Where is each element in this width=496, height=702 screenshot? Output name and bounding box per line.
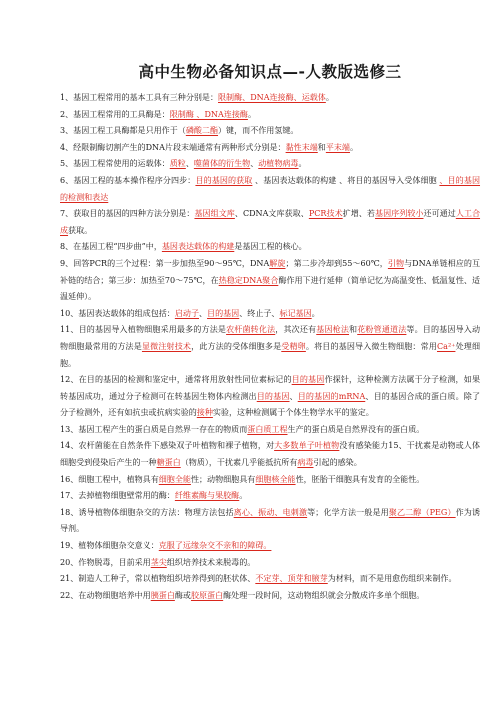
answer-highlight: 细胞核全能 xyxy=(255,474,296,484)
item-text: 10、基因表达载体的组成包括： xyxy=(60,308,175,318)
item-text: 。 xyxy=(239,491,248,501)
item-text: 组织培养技术来脱毒的。 xyxy=(166,557,256,567)
item-text: 12、在目的基因的检测和鉴定中，通常将用放射性同位素标记的 xyxy=(60,375,292,385)
answer-highlight: 目的基因的获取 xyxy=(195,175,253,185)
answer-highlight: 引物 xyxy=(387,258,405,268)
item-text: 17、去掉植物细胞壁常用的酶： xyxy=(60,491,175,501)
item-text: 18、诱导植物体细胞杂交的方法：物理方法包括 xyxy=(60,507,234,517)
answer-highlight: 大多数单子叶植物 xyxy=(274,441,340,451)
knowledge-point-item xyxy=(60,306,480,323)
item-text: 5、基因工程常使用的运载体： xyxy=(60,159,170,169)
item-text: 、 xyxy=(289,391,298,401)
item-text: 、CDNA文库获取、 xyxy=(234,209,309,219)
item-text: 是基因工程的核心。 xyxy=(234,242,307,252)
item-text: 。 xyxy=(311,308,320,318)
answer-highlight: 糖蛋白 xyxy=(156,458,181,468)
item-text: 、 xyxy=(199,308,208,318)
answer-highlight: 基因枪法 xyxy=(316,325,350,335)
item-text: 作为诱导剂。 xyxy=(60,507,481,534)
knowledge-point-item xyxy=(60,488,480,505)
answer-highlight: 人工合成 xyxy=(60,209,481,235)
item-text: 、 xyxy=(185,159,194,169)
item-text: 14、农杆菌能在自然条件下感染双子叶植物和裸子植物，对 xyxy=(60,441,275,451)
item-text: 与DNA单链相应的互补链的结合；第三步：加热至70～75℃，在 xyxy=(60,258,481,285)
knowledge-point-item xyxy=(60,256,480,306)
item-text: 7、获取目的基因的四种方法分别是： xyxy=(60,209,195,219)
item-text: 实验，这种检测属于个体生物学水平的鉴定。 xyxy=(212,408,374,418)
knowledge-point-item xyxy=(60,438,480,471)
item-text: 。将目的基因导入微生物细胞：常用 xyxy=(305,341,437,351)
item-text: 。 xyxy=(349,142,359,152)
item-text: ）键，而不作用氢键。 xyxy=(218,126,299,136)
item-text: 。 xyxy=(247,109,256,119)
item-text: 处理细胞。 xyxy=(60,341,481,368)
item-text: ，其次还有 xyxy=(275,325,317,335)
answer-highlight: 接种 xyxy=(196,408,213,418)
answer-highlight: 热稳定DNA聚合 xyxy=(218,275,279,285)
item-text: 2、基因工程常用的工具酶是： xyxy=(60,109,170,119)
item-text: 4、经限制酶切割产生的DNA片段末端通常有两种形式分别是： xyxy=(60,142,286,152)
knowledge-point-item xyxy=(60,422,480,439)
answer-highlight: 纤维素酶与果胶酶 xyxy=(174,491,240,501)
answer-highlight: 蛋白质工程 xyxy=(247,424,288,434)
answer-highlight: 、目的基因的检测和表达 xyxy=(60,175,481,202)
answer-highlight: 受精卵 xyxy=(281,341,306,351)
item-text: 、目的基因合成的蛋白质。除了分子检测外，还有如抗虫或抗病实验的 xyxy=(60,391,481,418)
item-text: ，此方法的受体细胞多是 xyxy=(191,341,282,351)
item-text: 还可通过 xyxy=(423,209,456,219)
item-text: 等。目的基因导入动物细胞最常用的方法是 xyxy=(60,325,481,351)
answer-highlight: 目的基因 xyxy=(291,375,325,385)
answer-highlight: Ca²⁺ xyxy=(437,341,456,351)
item-text: 酶作用下进行延伸（简单记忆为高温变性、低温复性、适温延伸）。 xyxy=(60,275,480,302)
answer-highlight: 胶原蛋白 xyxy=(190,590,224,600)
item-text: （物质），干扰素几乎能抵抗所有 xyxy=(180,458,298,468)
item-text: 1、基因工程常用的基本工具有三种分别是： xyxy=(60,93,219,102)
item-text: 19、植物体细胞杂交意义： xyxy=(60,541,159,551)
answer-highlight: 启动子 xyxy=(174,308,199,318)
answer-highlight: 动植物病毒 xyxy=(258,159,299,169)
item-text: ；第二步冷却到55～60℃， xyxy=(285,258,388,268)
answer-highlight: 显微注射技术 xyxy=(141,341,192,351)
answer-highlight: 细胞全能 xyxy=(158,474,191,484)
item-text: 3、基因工程工具酶都是只用作于（ xyxy=(60,126,186,136)
knowledge-point-item xyxy=(60,123,480,140)
item-text: 等；化学方法一般是用 xyxy=(307,507,389,517)
answer-highlight: 基因表达载体的构建 xyxy=(161,242,235,252)
item-text: 和 xyxy=(349,325,358,335)
answer-highlight: 目的基因的mRNA xyxy=(297,391,366,401)
answer-highlight: 茎尖 xyxy=(150,557,167,567)
item-text: 引起的感染。 xyxy=(313,458,362,468)
item-text: 作探针，这种检测方法属于分子检测，如果转基因成功，通过分子检测可在转基因生物体内检测出 xyxy=(60,375,480,401)
item-text: 。 xyxy=(325,93,334,102)
answer-highlight: 磷酸二酯 xyxy=(185,126,219,136)
knowledge-point-item xyxy=(60,140,480,157)
item-text: 扩增、若 xyxy=(342,209,375,219)
item-text: 9、回答PCR的三个过程：第一步加热至90～95℃，DNA xyxy=(60,258,270,268)
item-text: 16、细胞工程中，植物具有 xyxy=(60,474,159,484)
item-text: 酶处理一段时间，这动物组织就会分散成许多单个细胞。 xyxy=(223,590,425,600)
item-text: 为材料，而不是用愈伤组织来制作。 xyxy=(327,574,457,584)
answer-highlight: PCR技术 xyxy=(308,209,343,219)
knowledge-point-item xyxy=(60,372,480,422)
knowledge-point-item xyxy=(60,239,480,256)
answer-highlight: 基因组文库 xyxy=(194,209,235,219)
item-text: 20、作物脱毒，目前采用 xyxy=(60,557,151,567)
knowledge-point-list xyxy=(60,90,480,604)
item-text: 获取。 xyxy=(68,225,93,235)
answer-highlight: 标记基因 xyxy=(279,308,312,318)
answer-highlight: 解旋 xyxy=(269,258,286,268)
knowledge-point-item xyxy=(60,90,480,107)
answer-highlight: 平末端 xyxy=(325,142,350,152)
item-text: 性；动物细胞具有 xyxy=(190,474,256,484)
knowledge-point-item xyxy=(60,555,480,572)
item-text: 酶或 xyxy=(174,590,191,600)
knowledge-point-item xyxy=(60,571,480,588)
knowledge-point-item xyxy=(60,173,480,206)
item-text: 。 xyxy=(298,159,307,169)
item-text: 、 xyxy=(250,159,259,169)
item-text: 6、基因工程的基本操作程序分四步： xyxy=(60,175,196,185)
answer-highlight: 农杆菌转化法 xyxy=(226,325,276,335)
knowledge-point-item xyxy=(60,505,480,538)
item-text: 没有感染能力15、干扰素是动物或人体细胞受到侵染后产生的一种 xyxy=(60,441,480,468)
item-text: 生产的蛋白质是自然界没有的蛋白质。 xyxy=(287,424,425,434)
item-text: 性，胚胎干细胞具有发育的全能性。 xyxy=(295,474,425,484)
answer-highlight: 不定芽、顶芽和腋芽 xyxy=(255,574,328,584)
answer-highlight: 克服了远缘杂交不亲和的障碍。 xyxy=(158,541,272,551)
answer-highlight: 花粉管通道法 xyxy=(357,325,407,335)
knowledge-point-item xyxy=(60,107,480,124)
item-text: 、基因表达载体的构建 、将目的基因导入受体细胞 xyxy=(252,175,440,185)
knowledge-point-item xyxy=(60,538,480,555)
knowledge-point-item xyxy=(60,588,480,605)
answer-highlight: 目的基因 xyxy=(207,308,240,318)
answer-highlight: 目的基因 xyxy=(256,391,290,401)
item-text: 11、目的基因导入植物细胞采用最多的方法是 xyxy=(60,325,227,335)
page-title: 高中生物必备知识点—-人教版选修三 xyxy=(138,63,402,81)
item-text: 13、基因工程产生的蛋白质是自然界一存在的物质而 xyxy=(60,424,248,434)
answer-highlight: 质粒 xyxy=(169,159,186,169)
item-text: 和 xyxy=(317,142,326,152)
knowledge-point-item xyxy=(60,156,480,173)
knowledge-point-item xyxy=(60,206,480,239)
answer-highlight: 基因序列较小 xyxy=(375,209,424,219)
knowledge-point-item xyxy=(60,472,480,489)
answer-highlight: 黏性末端 xyxy=(285,142,318,152)
answer-highlight: 病毒 xyxy=(297,458,314,468)
answer-highlight: 噬菌体的衍生物 xyxy=(193,159,251,169)
answer-highlight: 限制酶、DNA连接酶、运载体 xyxy=(218,93,326,102)
item-text: 8、在基因工程“四步曲”中， xyxy=(60,242,162,252)
item-text: 、终止子、 xyxy=(239,308,280,318)
item-text: 21、制造人工种子，常以植物组织培养得到的胚状体、 xyxy=(60,574,256,584)
answer-highlight: 限制酶 、DNA连接酶 xyxy=(169,109,248,119)
answer-highlight: 聚乙二醇（PEG） xyxy=(388,507,456,517)
knowledge-point-item xyxy=(60,322,480,372)
item-text: 22、在动物细胞培养中用 xyxy=(60,590,151,600)
answer-highlight: 胰蛋白 xyxy=(150,590,175,600)
answer-highlight: 离心、振动、电刺激 xyxy=(233,507,308,517)
